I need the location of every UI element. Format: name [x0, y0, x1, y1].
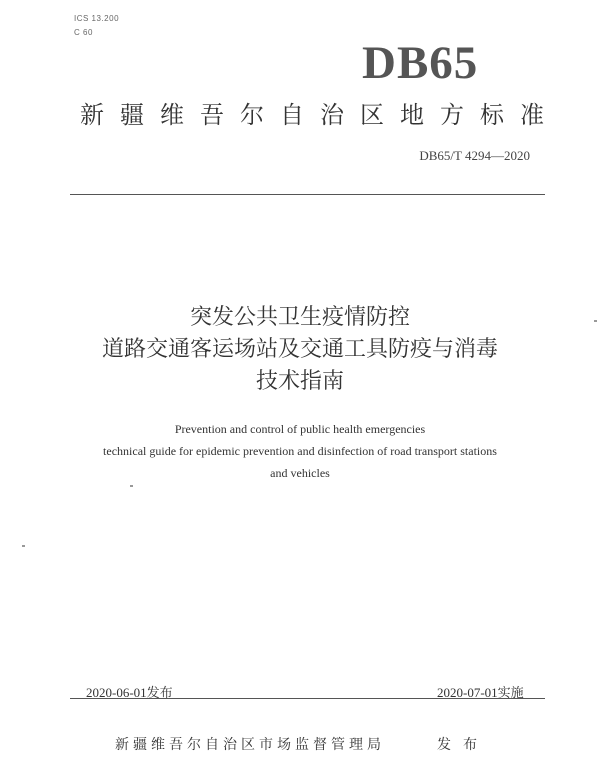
scan-speck — [22, 545, 25, 547]
english-title-line: and vehicles — [270, 466, 330, 480]
bottom-divider — [70, 698, 545, 699]
implement-date: 2020-07-01实施 — [437, 685, 524, 700]
chinese-title-line: 技术指南 — [255, 369, 344, 394]
publish-date: 2020-06-01发布 — [86, 685, 173, 700]
scan-speck — [130, 485, 133, 487]
standard-code: DB65 — [362, 37, 479, 89]
top-divider — [70, 194, 545, 195]
chinese-title — [40, 302, 560, 398]
chinese-title-line: 突发公共卫生疫情防控 — [189, 305, 410, 330]
english-title — [40, 418, 560, 484]
document-number: DB65/T 4294—2020 — [419, 148, 530, 163]
ics-code: ICS 13.200 — [74, 14, 120, 23]
issue-label: 发布 — [437, 737, 489, 753]
scan-speck — [594, 320, 597, 322]
english-title-line: Prevention and control of public health emergencies — [174, 422, 426, 436]
ccs-code: C 60 — [74, 28, 93, 37]
english-title-line: technical guide for epidemic prevention and disinfection of road transport stations — [103, 444, 497, 458]
issuing-authority-heading: 新疆维吾尔自治区地方标准 — [80, 101, 560, 129]
issuer-name: 新疆维吾尔自治区市场监督管理局 — [115, 737, 385, 753]
chinese-title-line: 道路交通客运场站及交通工具防疫与消毒 — [101, 337, 498, 362]
